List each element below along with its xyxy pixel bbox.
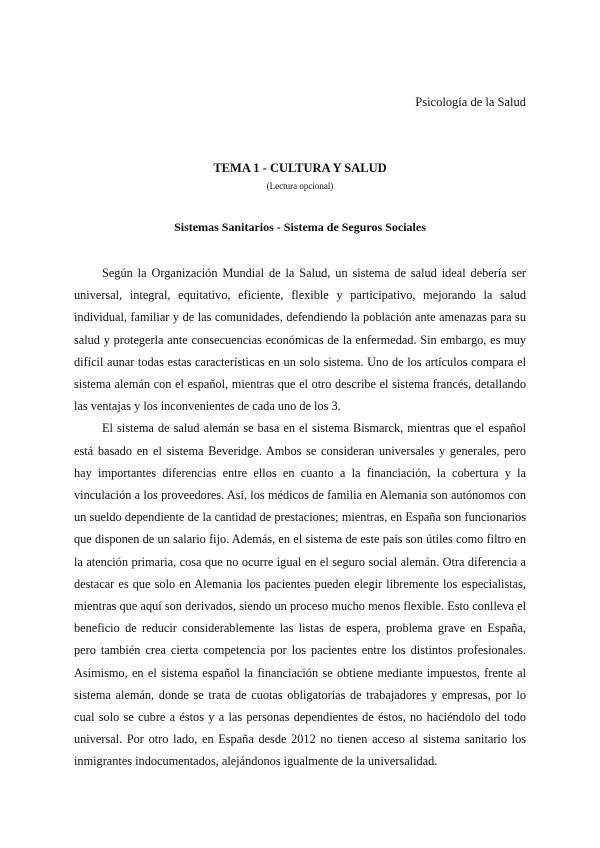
section-title: Sistemas Sanitarios - Sistema de Seguros Sociales: [174, 220, 426, 234]
paragraph-1: Según la Organización Mundial de la Salud, un sistema de salud ideal debería ser universal, integral, equitativo, eficiente, flexible y participativo, mejorando la salud individual, familiar y de las comunidades, defendiendo la población ante amenazas para su salud y protegerla ante consecuencias económicas de la enfermedad. Sin embargo, es muy difícil aunar todas estas características en un solo sistema. Uno de los artículos compara el sistema alemán con el español, mientras que el otro describe el sistema francés, detallando las ventajas y los inconvenientes de cada uno de los 3.: [74, 266, 526, 414]
document-subtitle: (Lectura opcional): [266, 181, 334, 191]
paragraph-2: El sistema de salud alemán se basa en el sistema Bismarck, mientras que el español está basado en el sistema Beveridge. Ambos se consideran universales y generales, pero hay importantes diferencias entre ellos en cuanto a la financiación, la cobertura y la vinculación a los proveedores. Así, los médicos de familia en Alemania son autónomos con un sueldo dependiente de la cantidad de prestaciones; mientras, en España son funcionarios que disponen de un salario fijo. Además, en el sistema de este país son útiles como filtro en la atención primaria, cosa que no ocurre igual en el seguro social alemán. Otra diferencia a destacar es que solo en Alemania los pacientes pueden elegir libremente los especialistas, mientras que aquí son derivados, siendo un proceso mucho menos flexible. Esto conlleva el beneficio de reducir considerablemente las listas de espera, problema grave en España, pero también crea cierta competencia por los pacientes entre los distintos profesionales. Asimismo, en el sistema español la financiación se obtiene mediante impuestos, frente al sistema alemán, donde se trata de cuotas obligatorias de trabajadores y empresas, por lo cual solo se cubre a éstos y a las personas dependientes de éstos, no haciéndolo del todo universal. Por otro lado, en España desde 2012 no tienen acceso al sistema sanitario los inmigrantes indocumentados, alejándonos igualmente de la universalidad.: [74, 421, 526, 769]
document-title: TEMA 1 - CULTURA Y SALUD: [213, 161, 387, 175]
body-text: [74, 262, 526, 773]
running-header: Psicología de la Salud: [415, 95, 526, 109]
